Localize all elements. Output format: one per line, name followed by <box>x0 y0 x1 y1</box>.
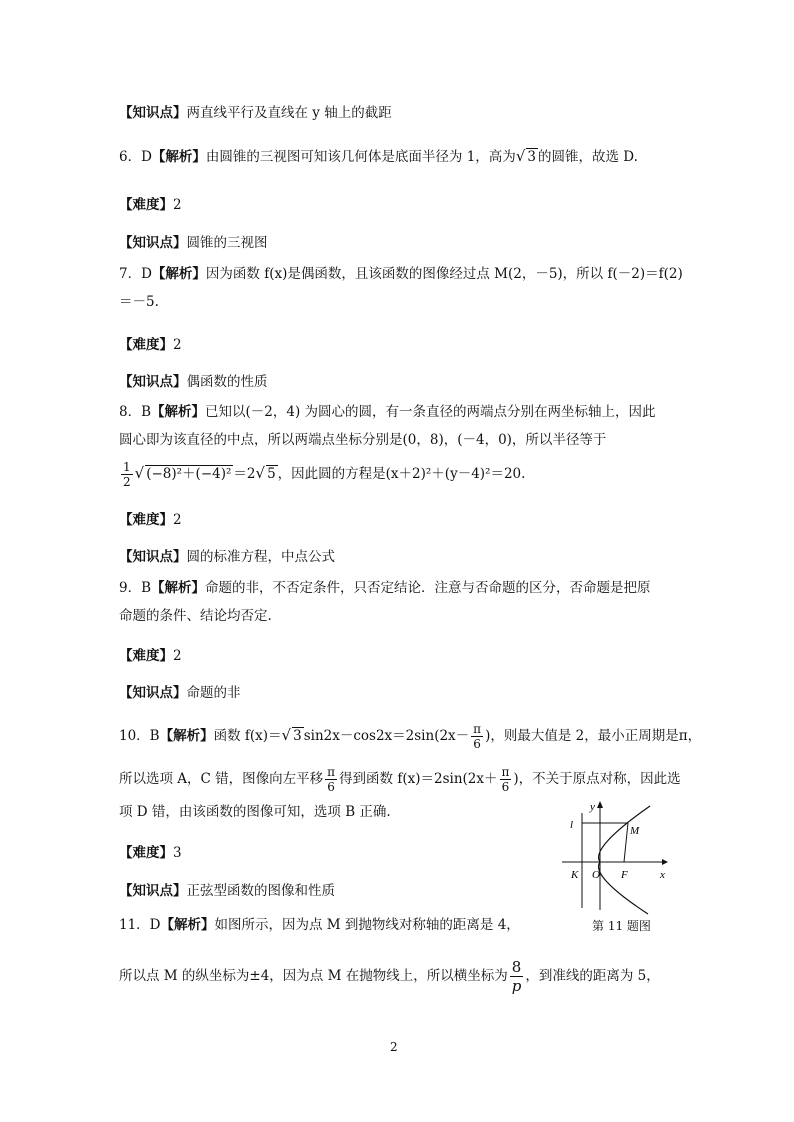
question-8-cont <box>119 430 606 450</box>
page-number: 2 <box>390 1040 398 1054</box>
question-text: 得到函数 f(x)＝2sin(2x＋ <box>339 771 498 787</box>
label-m: M <box>630 825 640 837</box>
difficulty-line-9 <box>119 646 182 666</box>
question-number: 10．B <box>119 728 160 744</box>
analysis-tag: 【解析】 <box>160 917 215 933</box>
fraction <box>471 722 483 751</box>
question-6 <box>119 146 638 167</box>
question-text: 因为函数 f(x)是偶函数，且该函数的图像经过点 M(2，－5)，所以 f(－2)＝f(2) <box>205 266 683 282</box>
question-text: 所以点 M 的纵坐标为±4，因为点 M 在抛物线上，所以横坐标为 <box>119 968 508 984</box>
question-text-end: 的圆锥，故选 D. <box>537 149 638 165</box>
question-10-line3 <box>119 802 391 822</box>
question-7-cont <box>119 292 159 312</box>
parabola-figure <box>560 798 670 916</box>
question-7 <box>119 264 683 284</box>
fraction-denominator: 6 <box>501 780 510 794</box>
mf-segment <box>624 823 628 862</box>
question-text: )，不关于原点对称，因此选 <box>513 771 681 787</box>
knowledge-line-9 <box>119 683 241 703</box>
difficulty-value: 2 <box>173 197 182 213</box>
question-11 <box>119 915 520 935</box>
knowledge-text: 正弦型函数的图像和性质 <box>186 883 335 899</box>
knowledge-text: 两直线平行及直线在 y 轴上的截距 <box>186 105 392 121</box>
analysis-tag: 【解析】 <box>151 580 206 596</box>
fraction-denominator: 6 <box>327 780 335 794</box>
knowledge-tag: 【知识点】 <box>119 685 187 701</box>
formula-text-end: ，因此圆的方程是(x＋2)²＋(y－4)²＝20. <box>277 466 526 482</box>
question-text: ，到准线的距离为 5， <box>525 968 660 984</box>
x-axis-arrow <box>662 859 668 865</box>
difficulty-value: 2 <box>173 512 182 528</box>
question-10-line2 <box>119 765 681 794</box>
question-text: 命题的非，不否定条件，只否定结论．注意与否命题的区分，否命题是把原 <box>205 580 651 596</box>
knowledge-tag: 【知识点】 <box>119 235 187 251</box>
question-text: 如图所示，因为点 M 到抛物线对称轴的距离是 4， <box>214 917 520 933</box>
radical-sign: √ <box>515 147 526 165</box>
question-number: 8．B <box>119 404 152 420</box>
knowledge-line-8 <box>119 547 335 567</box>
difficulty-tag: 【难度】 <box>119 337 173 353</box>
fraction-numerator: π <box>501 765 510 779</box>
fraction-denominator: 2 <box>123 475 131 489</box>
knowledge-line-7 <box>119 372 268 392</box>
difficulty-value: 2 <box>173 648 182 664</box>
analysis-tag: 【解析】 <box>159 728 214 744</box>
question-11-line2 <box>119 958 660 995</box>
label-l: l <box>570 819 574 831</box>
question-text: 已知以(－2，4) 为圆心的圆，有一条直径的两端点分别在两坐标轴上，因此 <box>205 404 656 420</box>
radicand: 3 <box>527 149 536 165</box>
fraction-denominator: p <box>511 977 522 995</box>
question-9 <box>119 578 651 598</box>
question-number: 7．D <box>119 266 152 282</box>
knowledge-text: 圆的标准方程，中点公式 <box>186 549 335 565</box>
knowledge-line-6 <box>119 233 268 253</box>
analysis-tag: 【解析】 <box>151 149 206 165</box>
question-number: 11．D <box>119 917 161 933</box>
question-number: 9．B <box>119 580 152 596</box>
formula-text: ＝2 <box>233 466 256 482</box>
question-9-cont <box>119 606 272 626</box>
difficulty-line-7 <box>119 335 182 355</box>
knowledge-line-5 <box>119 103 392 123</box>
label-f: F <box>621 869 628 881</box>
knowledge-tag: 【知识点】 <box>119 549 187 565</box>
knowledge-tag: 【知识点】 <box>119 374 187 390</box>
label-x: x <box>660 869 665 881</box>
radicand: 5 <box>267 466 276 482</box>
analysis-tag: 【解析】 <box>151 404 206 420</box>
radical-sign: √ <box>255 464 266 482</box>
question-text: ＝－5. <box>119 294 159 310</box>
question-text: 由圆锥的三视图可知该几何体是底面半径为 1，高为 <box>205 149 516 165</box>
analysis-tag: 【解析】 <box>151 266 206 282</box>
fraction <box>510 958 524 995</box>
fraction-numerator: 1 <box>123 460 131 474</box>
difficulty-value: 3 <box>173 845 182 861</box>
question-text: 命题的条件、结论均否定. <box>119 608 272 624</box>
knowledge-tag: 【知识点】 <box>119 883 187 899</box>
difficulty-value: 2 <box>173 337 182 353</box>
knowledge-text: 命题的非 <box>186 685 241 701</box>
question-text: 项 D 错，由该函数的图像可知，选项 B 正确. <box>119 804 391 820</box>
figure-caption: 第 11 题图 <box>592 919 651 933</box>
y-axis-arrow <box>597 801 603 808</box>
fraction-numerator: π <box>327 765 336 779</box>
label-o: O <box>592 869 600 881</box>
fraction <box>325 765 337 794</box>
label-k: K <box>571 869 579 881</box>
radicand: 3 <box>293 728 302 744</box>
radical-sign: √ <box>281 726 292 744</box>
difficulty-line-6 <box>119 195 182 215</box>
knowledge-text: 圆锥的三视图 <box>186 235 268 251</box>
question-number: 6．D <box>119 149 152 165</box>
question-text: 所以选项 A，C 错，图像向左平移 <box>119 771 324 787</box>
fraction-numerator: π <box>473 722 482 736</box>
question-text: )，则最大值是 2，最小正周期是π， <box>485 728 702 744</box>
difficulty-tag: 【难度】 <box>119 845 173 861</box>
label-y: y <box>590 801 595 813</box>
difficulty-tag: 【难度】 <box>119 197 173 213</box>
fraction <box>121 460 133 489</box>
radicand: (−8)²＋(−4)² <box>146 466 232 482</box>
difficulty-tag: 【难度】 <box>119 512 173 528</box>
knowledge-text: 偶函数的性质 <box>186 374 268 390</box>
radical-sign: √ <box>134 464 145 482</box>
question-8-formula <box>119 460 525 489</box>
fraction <box>500 765 512 794</box>
fraction-numerator: 8 <box>510 958 524 977</box>
difficulty-line-10 <box>119 843 182 863</box>
question-8 <box>119 402 656 422</box>
question-text: 函数 f(x)＝ <box>213 728 282 744</box>
fraction-denominator: 6 <box>473 737 481 751</box>
difficulty-line-8 <box>119 510 182 530</box>
difficulty-tag: 【难度】 <box>119 648 173 664</box>
question-10 <box>119 722 701 751</box>
knowledge-line-10 <box>119 881 335 901</box>
knowledge-tag: 【知识点】 <box>119 105 187 121</box>
question-text: sin2x－cos2x＝2sin(2x－ <box>303 728 470 744</box>
question-text: 圆心即为该直径的中点，所以两端点坐标分别是(0，8)，(－4，0)，所以半径等于 <box>119 432 607 448</box>
